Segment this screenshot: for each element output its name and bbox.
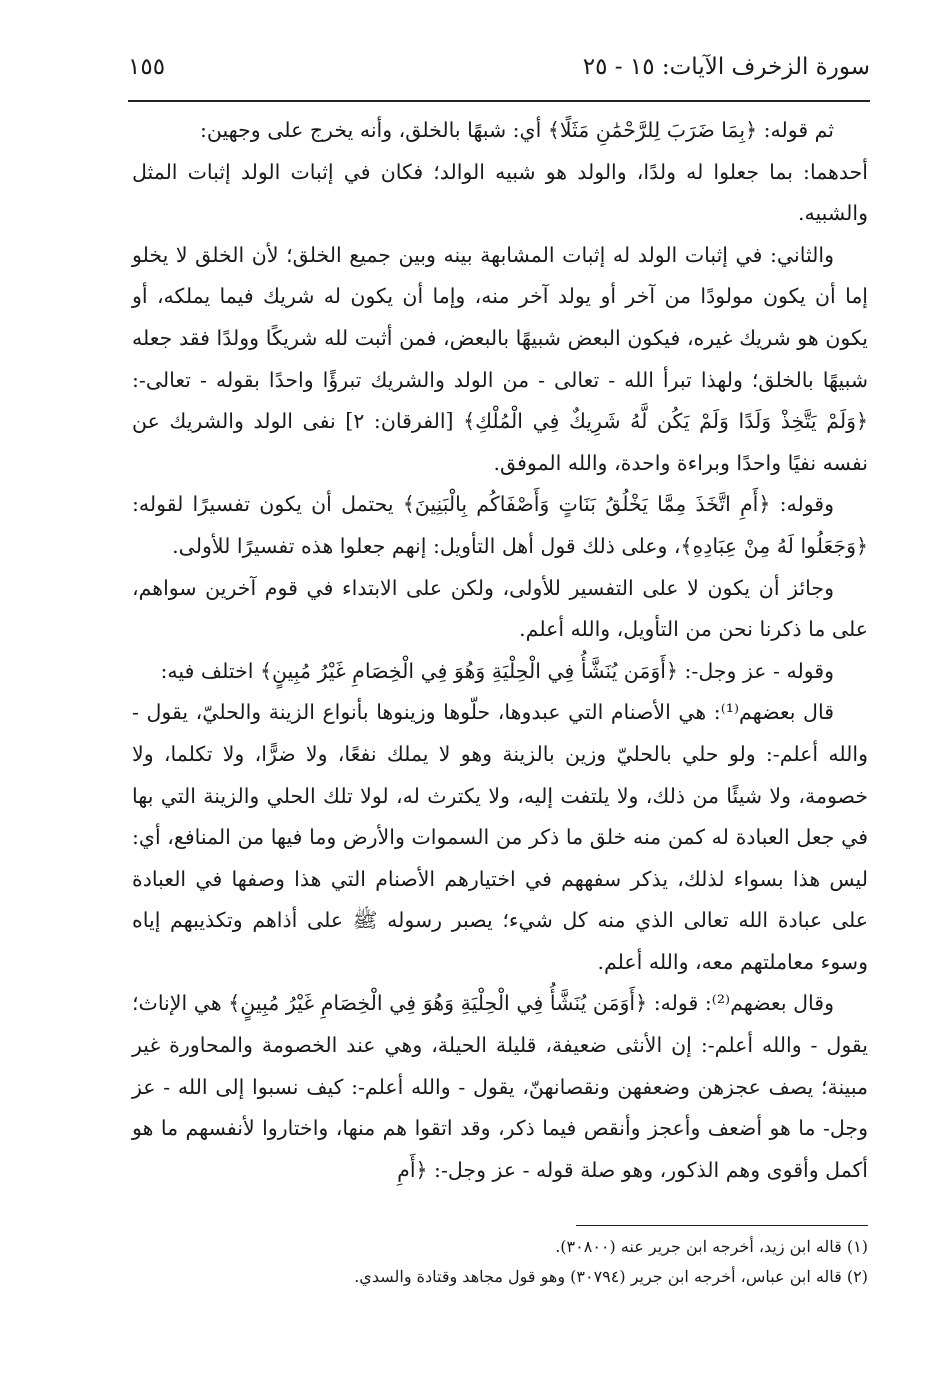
paragraph: وقوله: ﴿أَمِ اتَّخَذَ مِمَّا يَخْلُقُ بَنَاتٍ وَأَصْفَاكُم بِالْبَنِينَ﴾ يحتمل أن يكون تفسيرًا لقوله: ﴿وَجَعَلُوا لَهُ مِنْ عِبَادِهِ﴾، وعلى ذلك قول أهل التأويل: إنهم جعلوا هذه تفسيرًا للأولى.: [132, 492, 868, 558]
paragraph: أحدهما: بما جعلوا له ولدًا، والولد هو شبيه الوالد؛ فكان في إثبات الولد إثبات المثل والشبيه.: [132, 159, 868, 226]
page-header: [128, 44, 870, 102]
paragraph: وقوله - عز وجل-: ﴿أَوَمَن يُنَشَّأُ فِي الْحِلْيَةِ وَهُوَ فِي الْخِصَامِ غَيْرُ مُبِينٍ﴾ اختلف فيه:: [160, 658, 834, 683]
paragraph: ثم قوله: ﴿بِمَا ضَرَبَ لِلرَّحْمَٰنِ مَثَلًا﴾ أي: شبهًا بالخلق، وأنه يخرج على وجهين:: [199, 118, 834, 142]
footnote-separator: [576, 1225, 868, 1226]
paragraph: وجائز أن يكون لا على التفسير للأولى، ولكن على الابتداء في قوم آخرين سواهم، على ما ذكرنا نحن من التأويل، والله أعلم.: [132, 575, 868, 642]
paragraph: والثاني: في إثبات الولد له إثبات المشابهة بينه وبين جميع الخلق؛ لأن الخلق لا يخلو إما أن يكون مولودًا من آخر أو يولد آخر منه، وإما أن يكون له شريك فيما يملكه، أو يكون هو شريك غيره، فيكون البعض شبيهًا بالبعض، فمن أثبت لله شريكًا وولدًا فقد جعله شبيهًا بالخلق؛ ولهذا تبرأ الله - تعالى - من الولد والشريك تبرؤًا واحدًا بقوله - تعالى-: ﴿وَلَمْ يَتَّخِذْ وَلَدًا وَلَمْ يَكُن لَّهُ شَرِيكٌ فِي الْمُلْكِ﴾ [الفرقان: ٢] نفى الولد والشريك عن نفسه نفيًا واحدًا وبراءة واحدة، والله الموفق.: [132, 242, 868, 475]
footnotes: [132, 1232, 868, 1292]
main-text: [132, 110, 868, 1191]
running-title: سورة الزخرف الآيات: ١٥ - ٢٥: [582, 54, 870, 80]
paragraph: قال بعضهم⁽¹⁾: هي الأصنام التي عبدوها، حلّوها وزينوها بأنواع الزينة والحليّ، يقول - والله أعلم-: ولو حلي بالحليّ وزين بالزينة وهو لا يملك نفعًا، ولا ضرًّا، ولا تكلما، ولا خصومة، ولا شيئًا من ذلك، ولا يلتفت إليه، ولا يكترث له، لولا تلك الحلي والزينة التي بها في جعل العبادة له كمن منه خلق ما ذكر من السموات والأرض وما فيها من المنافع، أي: ليس هذا بسواء لذلك، يذكر سفههم في اختيارهم الأصنام التي هذا وصفها في العبادة على عبادة الله تعالى الذي منه كل شيء؛ يصبر رسوله ﷺ على أذاهم وتكذيبهم إياه وسوء معاملتهم معه، والله أعلم.: [132, 700, 868, 974]
footnote: (١) قاله ابن زيد، أخرجه ابن جرير عنه (٣٠٨٠٠).: [555, 1237, 868, 1256]
paragraph: وقال بعضهم⁽²⁾: قوله: ﴿أَوَمَن يُنَشَّأُ فِي الْحِلْيَةِ وَهُوَ فِي الْخِصَامِ غَيْرُ مُبِينٍ﴾ هي الإناث؛ يقول - والله أعلم-: إن الأنثى ضعيفة، قليلة الحيلة، وهي عند الخصومة والمحاورة غير مبينة؛ يصف عجزهن وضعفهن ونقصانهنّ، يقول - والله أعلم-: كيف نسبوا إلى الله - عز وجل- ما هو أضعف وأعجز وأنقص فيما ذكر، وقد اتقوا هم منها، واختاروا لأنفسهم ما هو أكمل وأقوى وهم الذكور، وهو صلة قوله - عز وجل-: ﴿أَمِ: [132, 991, 868, 1182]
footnote: (٢) قاله ابن عباس، أخرجه ابن جرير (٣٠٧٩٤) وهو قول مجاهد وقتادة والسدي.: [354, 1267, 868, 1286]
page-number: ١٥٥: [128, 54, 166, 80]
